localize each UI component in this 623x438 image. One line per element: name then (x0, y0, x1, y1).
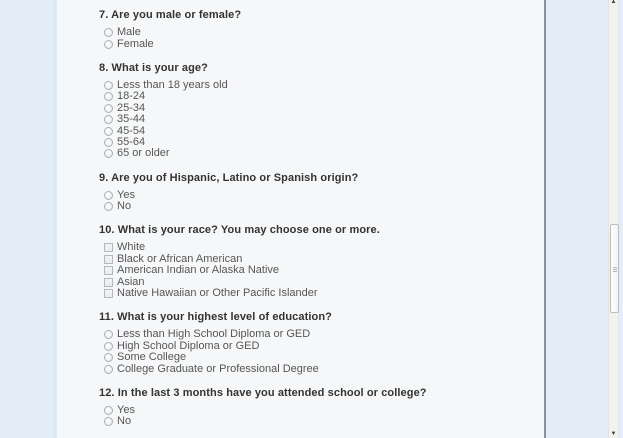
question-block (99, 63, 524, 160)
option-label[interactable]: Male (117, 26, 141, 39)
option-label[interactable]: American Indian or Alaska Native (117, 264, 280, 277)
option-label[interactable]: 45-54 (117, 124, 146, 137)
radio-button[interactable] (104, 417, 113, 426)
question-block (99, 173, 524, 213)
option-row (104, 416, 524, 427)
option-label[interactable]: 18-24 (117, 90, 146, 103)
option-label[interactable]: High School Diploma or GED (117, 339, 260, 352)
radio-button[interactable] (104, 104, 113, 113)
option-row (104, 27, 524, 38)
question-block (99, 225, 524, 299)
option-row (104, 103, 524, 114)
radio-button[interactable] (104, 115, 113, 124)
option-row (104, 125, 524, 136)
radio-button[interactable] (104, 191, 113, 200)
option-label[interactable]: White (117, 241, 146, 254)
option-label[interactable]: Some College (117, 351, 187, 364)
radio-button[interactable] (104, 330, 113, 339)
option-label[interactable]: No (117, 415, 132, 428)
survey-form (53, 0, 546, 438)
option-row (104, 201, 524, 212)
option-row (104, 148, 524, 159)
option-row (104, 190, 524, 201)
option-label[interactable]: 35-44 (117, 113, 146, 126)
option-row (104, 363, 524, 374)
question-block (99, 10, 524, 50)
radio-button[interactable] (104, 92, 113, 101)
option-list (99, 242, 524, 299)
question-block (99, 312, 524, 375)
scroll-up-icon[interactable]: ▲ (610, 0, 617, 5)
option-list (99, 27, 524, 50)
option-label[interactable]: College Graduate or Professional Degree (117, 362, 319, 375)
radio-button[interactable] (104, 127, 113, 136)
question-label: 11. What is your highest level of education? (99, 311, 332, 324)
option-label[interactable]: No (117, 200, 132, 213)
checkbox[interactable] (104, 255, 113, 264)
option-label[interactable]: Yes (117, 188, 135, 201)
scrollbar-thumb[interactable] (610, 224, 619, 313)
checkbox[interactable] (104, 278, 113, 287)
option-label[interactable]: Black or African American (117, 252, 243, 265)
question-label: 9. Are you of Hispanic, Latino or Spanish origin? (99, 171, 359, 184)
question-block (99, 388, 524, 428)
radio-button[interactable] (104, 40, 113, 49)
option-row (104, 38, 524, 49)
question-label: 8. What is your age? (99, 61, 208, 74)
option-list (99, 80, 524, 160)
option-list (99, 329, 524, 375)
radio-button[interactable] (104, 138, 113, 147)
question-label: 7. Are you male or female? (99, 9, 242, 21)
option-label[interactable]: 55-64 (117, 135, 146, 148)
checkbox[interactable] (104, 243, 113, 252)
option-label[interactable]: 25-34 (117, 101, 146, 114)
question-label: 10. What is your race? You may choose one or more. (99, 224, 380, 237)
radio-button[interactable] (104, 342, 113, 351)
option-label[interactable]: Native Hawaiian or Other Pacific Islander (117, 287, 318, 300)
option-row (104, 265, 524, 276)
option-row (104, 91, 524, 102)
option-list (99, 190, 524, 213)
option-list (99, 405, 524, 428)
option-row (104, 242, 524, 253)
question-label: 12. In the last 3 months have you attended school or college? (99, 386, 427, 399)
radio-button[interactable] (104, 28, 113, 37)
radio-button[interactable] (104, 81, 113, 90)
option-row (104, 352, 524, 363)
option-label[interactable]: Less than 18 years old (117, 78, 228, 91)
option-row (104, 329, 524, 340)
radio-button[interactable] (104, 353, 113, 362)
option-label[interactable]: Less than High School Diploma or GED (117, 328, 311, 341)
radio-button[interactable] (104, 149, 113, 158)
checkbox[interactable] (104, 266, 113, 275)
option-label[interactable]: Asian (117, 275, 145, 288)
scrollbar-grip-icon (613, 267, 617, 272)
option-label[interactable]: Yes (117, 404, 135, 416)
radio-button[interactable] (104, 202, 113, 211)
vertical-scrollbar[interactable] (608, 0, 619, 438)
scroll-down-icon[interactable]: ▼ (610, 431, 617, 437)
option-label[interactable]: Female (117, 37, 154, 50)
radio-button[interactable] (104, 365, 113, 374)
option-row (104, 288, 524, 299)
option-row (104, 80, 524, 91)
option-row (104, 114, 524, 125)
option-label[interactable]: 65 or older (117, 147, 170, 160)
radio-button[interactable] (104, 406, 113, 415)
checkbox[interactable] (104, 289, 113, 298)
option-row (104, 405, 524, 416)
